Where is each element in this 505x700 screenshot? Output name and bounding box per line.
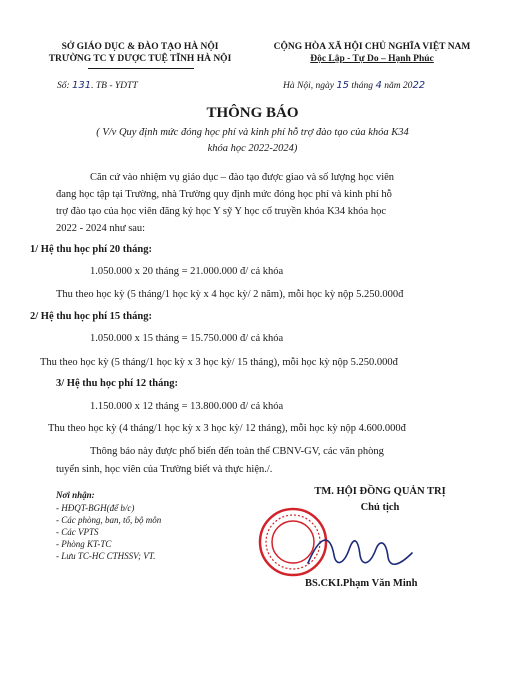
section-formula: 1.050.000 x 15 tháng = 15.750.000 đ/ cả khóa [90,333,284,344]
date-year-handwritten: 22 [412,80,426,91]
section-formula: 1.150.000 x 12 tháng = 13.800.000 đ/ cả khóa [90,401,284,412]
section-heading: 3/ Hệ thu học phí 12 tháng: [56,378,178,389]
recipient-item: - Lưu TC-HC CTHSSV; VT. [56,551,156,561]
department-name: SỞ GIÁO DỤC & ĐÀO TẠO HÀ NỘI [61,42,219,52]
intro-line: trợ đào tạo của học viên đăng ký học Y sỹ Y học cổ truyền khóa K34 khóa học [56,206,386,217]
date-year-prefix: năm 20 [384,81,413,91]
signer-name: BS.CKI.Phạm Văn Minh [305,578,418,589]
recipients-label: Nơi nhận: [56,490,95,500]
ref-number-handwritten: 131 [72,80,92,91]
section-detail: Thu theo học kỳ (5 tháng/1 học kỳ x 4 học kỳ/ 2 năm), mỗi học kỳ nộp 5.250.000đ [56,289,404,300]
date-month-label: tháng [351,81,374,91]
recipient-item: - Các VPTS [56,527,99,537]
handwritten-signature [300,525,430,577]
ref-prefix: Số: [57,81,70,91]
closing-line: Thông báo này được phổ biến đến toàn thể CBNV-GV, các văn phòng [90,446,384,457]
school-underline [88,68,194,69]
section-heading: 2/ Hệ thu học phí 15 tháng: [30,311,152,322]
intro-line: Căn cứ vào nhiệm vụ giáo dục – đào tạo được giao và số lượng học viên [90,172,395,183]
section-detail: Thu theo học kỳ (4 tháng/1 học kỳ x 3 học kỳ/ 12 tháng), mỗi học kỳ nộp 4.600.000đ [48,423,406,434]
subtitle-line-2: khóa học 2022-2024) [207,143,298,154]
intro-line: 2022 - 2024 như sau: [56,223,146,234]
recipient-item: - Các phòng, ban, tổ, bộ môn [56,515,162,525]
document-date [283,80,425,91]
date-month-handwritten: 4 [375,80,382,91]
document-number [57,80,138,91]
signature-org: TM. HỘI ĐỒNG QUẢN TRỊ [314,486,446,497]
subtitle-line-1: ( V/v Quy định mức đóng học phí và kinh phí hỗ trợ đào tạo của khóa K34 [96,127,409,138]
intro-line: đang học tập tại Trường, nhà Trường quy định mức đóng học phí và kinh phí hỗ [56,189,392,200]
country-name: CỘNG HÒA XÃ HỘI CHỦ NGHĨA VIỆT NAM [273,42,471,52]
document-title: THÔNG BÁO [206,105,299,121]
section-formula: 1.050.000 x 20 tháng = 21.000.000 đ/ cả khóa [90,266,284,277]
date-day-handwritten: 15 [336,80,350,91]
school-name: TRƯỜNG TC Y DƯỢC TUỆ TĨNH HÀ NỘI [48,54,232,64]
recipient-item: - Phòng KT-TC [56,539,112,549]
date-prefix: Hà Nội, ngày [283,81,334,91]
recipient-item: - HĐQT-BGH(để b/c) [56,503,135,513]
signature-role: Chủ tịch [360,502,400,513]
section-heading: 1/ Hệ thu học phí 20 tháng: [30,244,152,255]
section-detail: Thu theo học kỳ (5 tháng/1 học kỳ x 3 học kỳ/ 15 tháng), mỗi học kỳ nộp 5.250.000đ [40,357,398,368]
closing-line: tuyển sinh, học viên của Trường biết và thực hiện./. [56,464,273,475]
ref-suffix: . TB - YDTT [91,81,138,91]
country-motto: Độc Lập - Tự Do – Hạnh Phúc [310,54,434,64]
